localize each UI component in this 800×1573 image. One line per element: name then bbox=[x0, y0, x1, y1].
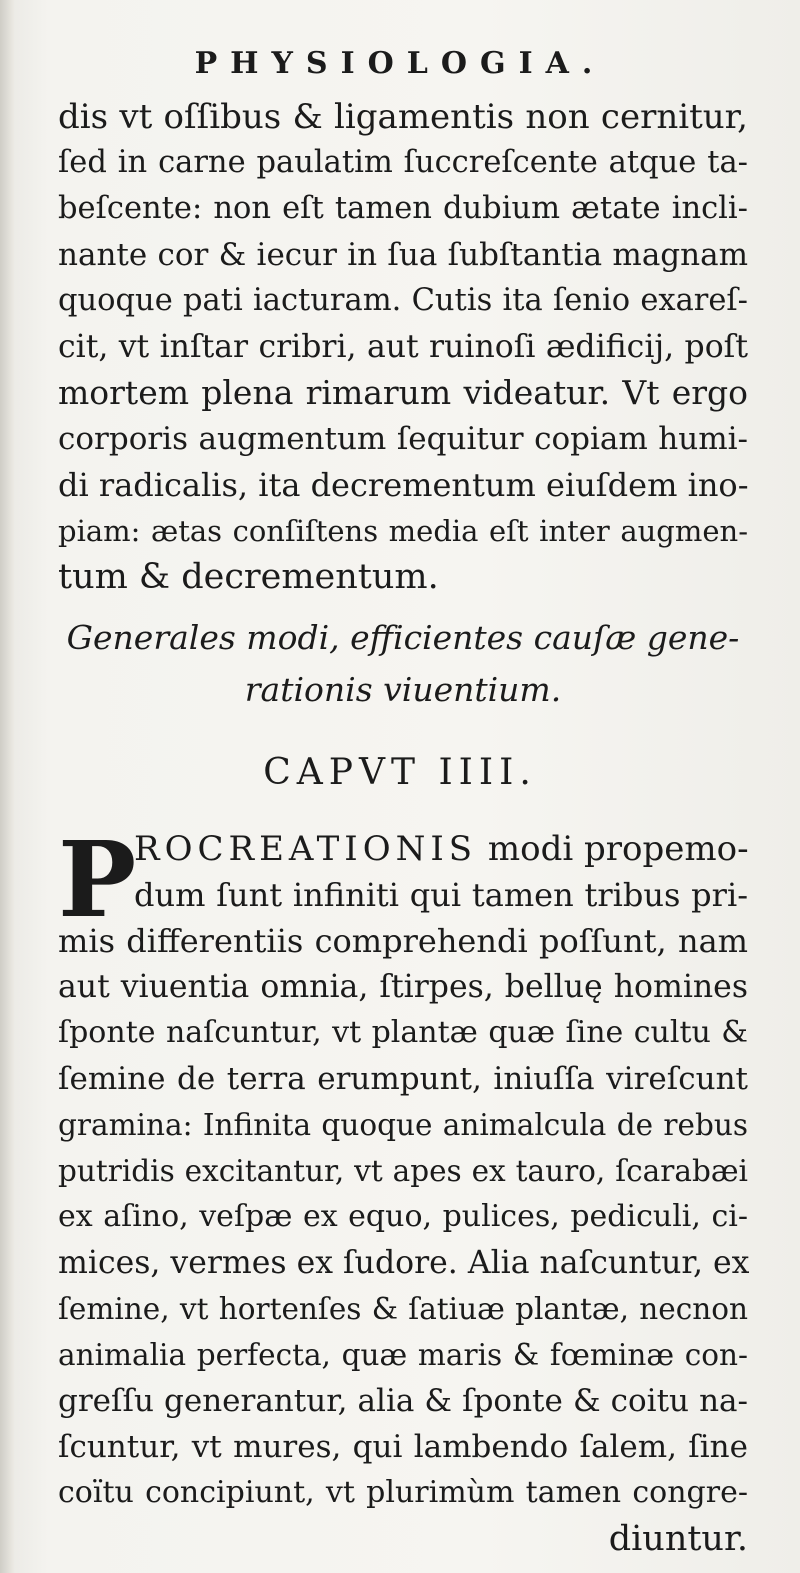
text-line: cit, vt inſtar cribri, aut ruinoſi ædificij, poſt bbox=[58, 329, 748, 365]
text-line: dum ſunt infiniti qui tamen tribus pri- bbox=[134, 876, 748, 914]
text-line: piam: ætas conſiſtens media eſt inter augmen- bbox=[58, 514, 748, 548]
catchword: diuntur. bbox=[608, 1519, 748, 1559]
running-head: PHYSIOLOGIA. bbox=[194, 46, 606, 81]
text-line: corporis augmentum ſequitur copiam humi- bbox=[58, 421, 748, 457]
text-line: ſponte naſcuntur, vt plantæ quæ ſine cultu & bbox=[58, 1015, 748, 1050]
first-word: ROCREATIONIS bbox=[134, 829, 478, 869]
text-line: ſed in carne paulatim ſuccreſcente atque ta- bbox=[58, 145, 748, 180]
text-line: ſcuntur, vt mures, qui lambendo ſalem, ſine bbox=[58, 1429, 748, 1465]
text-line: dis vt oſſibus & ligamentis non cernitur, bbox=[58, 97, 748, 137]
heading-line: rationis viuentium. bbox=[244, 670, 562, 709]
heading-line: Generales modi, efficientes cauſæ gene- bbox=[66, 618, 740, 657]
text-line: beſcente: non eſt tamen dubium ætate incli- bbox=[58, 191, 748, 226]
text-line: ſemine de terra erumpunt, iniuſſa vireſcunt bbox=[58, 1061, 748, 1097]
text-line: putridis excitantur, vt apes ex tauro, ſcarabæi bbox=[58, 1154, 748, 1188]
text-line: quoque pati iacturam. Cutis ita ſenio exareſ- bbox=[58, 283, 748, 318]
text-line bbox=[58, 826, 748, 872]
paragraph-2 bbox=[58, 818, 750, 1562]
text-line: di radicalis, ita decrementum eiuſdem ino- bbox=[58, 466, 749, 504]
text-line: nante cor & iecur in ſua ſubſtantia magnam bbox=[58, 237, 748, 273]
text-line: mis differentiis comprehendi poſſunt, nam bbox=[58, 922, 748, 960]
text-line: aut viuentia omnia, ſtirpes, belluę homines bbox=[58, 969, 748, 1005]
chapter-title: CAPVT IIII. bbox=[263, 752, 537, 793]
first-line-rest: modi propemo- bbox=[477, 829, 749, 869]
paragraph-1 bbox=[58, 94, 748, 600]
drop-cap: P bbox=[58, 818, 137, 941]
text-line: greſſu generantur, alia & ſponte & coitu na- bbox=[58, 1383, 748, 1419]
text-line: animalia perfecta, quæ maris & fœminæ con- bbox=[58, 1338, 748, 1372]
text-line: coïtu concipiunt, vt plurimùm tamen congre- bbox=[58, 1475, 748, 1510]
text-line: tum & decrementum. bbox=[58, 557, 439, 597]
text-line: mortem plena rimarum videatur. Vt ergo bbox=[58, 373, 748, 412]
text-line: mices, vermes ex ſudore. Alia naſcuntur, ex bbox=[58, 1245, 750, 1281]
section-heading bbox=[58, 612, 748, 716]
text-line: ſemine, vt hortenſes & ſatiuæ plantæ, necnon bbox=[58, 1292, 748, 1326]
text-line: ex aſino, veſpæ ex equo, pulices, pediculi, ci- bbox=[58, 1199, 748, 1234]
text-line: gramina: Infinita quoque animalcula de rebus bbox=[58, 1108, 748, 1142]
